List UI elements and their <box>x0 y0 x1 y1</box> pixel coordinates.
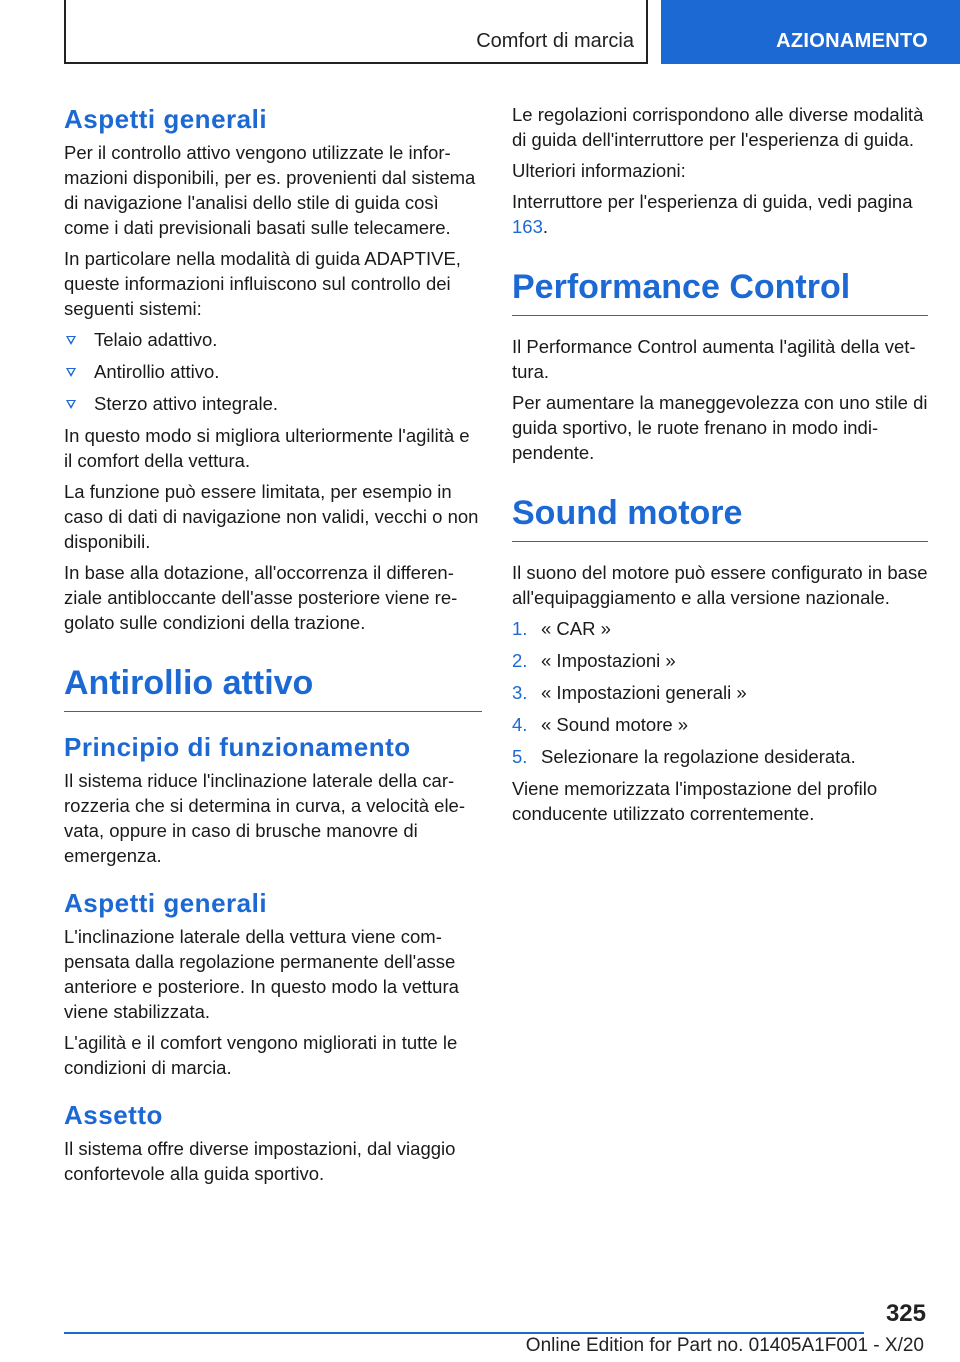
step-list <box>512 616 928 769</box>
bullet-list <box>64 327 482 416</box>
triangle-bullet-icon <box>66 368 76 377</box>
triangle-bullet-icon <box>66 400 76 409</box>
heading-assetto: Assetto <box>64 1100 163 1130</box>
section-title: Comfort di marcia <box>476 30 634 52</box>
paragraph: Il Performance Control aumenta l'agilità della vettura. <box>512 336 916 382</box>
list-item: 2. « Impostazioni » <box>512 650 676 671</box>
step-number: 5. <box>512 746 528 767</box>
right-column <box>512 102 928 832</box>
paragraph: Il sistema offre diverse impostazioni, dal viaggio confortevole alla guida sportivo. <box>64 1138 456 1184</box>
step-number: 4. <box>512 714 528 735</box>
list-item: 5. Selezionare la regolazione desiderata. <box>512 746 856 767</box>
page-number: 325 <box>885 1300 926 1327</box>
edition-footer: Online Edition for Part no. 01405A1F001 - X/20 <box>525 1335 924 1356</box>
chapter-title: AZIONAMENTO <box>776 30 928 52</box>
paragraph: Le regolazioni corrispondono alle diverse modalità di guida dell'interruttore per l'esperienza di guida. <box>512 104 924 150</box>
paragraph: In particolare nella modalità di guida ADAPTIVE, queste informazioni influiscono sul controllo dei seguenti sistemi: <box>64 248 461 319</box>
paragraph: L'inclinazione laterale della vettura viene compensata dalla regolazione permanente dell'asse anteriore e posteriore. In questo modo la vettura viene stabilizzata. <box>64 926 459 1022</box>
heading-principio: Principio di funzionamento <box>64 732 411 762</box>
step-number: 1. <box>512 618 528 639</box>
list-item: 3. « Impostazioni generali » <box>512 682 747 703</box>
heading-performance-control: Performance Control <box>512 267 928 316</box>
heading-aspetti-generali-2: Aspetti generali <box>64 888 268 918</box>
paragraph: Il sistema riduce l'inclinazione laterale della carrozzeria che si determina in curva, a velocità elevata, oppure in caso di brusche manovre di emergenza. <box>64 770 466 866</box>
page-link[interactable]: 163 <box>512 216 543 237</box>
footer-divider <box>64 1332 864 1334</box>
left-column <box>64 102 482 1192</box>
chapter-tab <box>661 0 960 64</box>
paragraph: Ulteriori informazioni: <box>512 160 686 181</box>
list-item: Sterzo attivo integrale. <box>64 391 482 416</box>
paragraph: L'agilità e il comfort vengono migliorati in tutte le condizioni di marcia. <box>64 1032 458 1078</box>
heading-aspetti-generali: Aspetti generali <box>64 104 268 134</box>
paragraph: In questo modo si migliora ulteriormente l'agilità e il comfort della vettura. <box>64 425 470 471</box>
section-tab <box>64 0 648 64</box>
page-header <box>0 0 960 66</box>
list-item: 1. « CAR » <box>512 618 611 639</box>
list-item: Antirollio attivo. <box>64 359 482 384</box>
paragraph: Per il controllo attivo vengono utilizzate le informazioni disponibili, per es. provenienti dal sistema di navigazione l'analisi dello stile di guida così come i dati previsionali basati sulle telecamere. <box>64 142 476 238</box>
triangle-bullet-icon <box>66 336 76 345</box>
paragraph: Viene memorizzata l'impostazione del profilo conducente utilizzato correntemente. <box>512 778 878 824</box>
paragraph: Il suono del motore può essere configurato in base all'equipaggiamento e alla versione nazionale. <box>512 562 928 608</box>
step-number: 2. <box>512 650 528 671</box>
heading-antirollio-attivo: Antirollio attivo <box>64 663 482 712</box>
paragraph: Per aumentare la maneggevolezza con uno stile di guida sportivo, le ruote frenano in modo indipendente. <box>512 392 928 463</box>
heading-sound-motore: Sound motore <box>512 493 928 542</box>
step-number: 3. <box>512 682 528 703</box>
list-item: Telaio adattivo. <box>64 327 482 352</box>
paragraph: In base alla dotazione, all'occorrenza il differenziale antibloccante dell'asse posteriore viene regolato sulle condizioni della trazione. <box>64 562 458 633</box>
paragraph: Interruttore per l'esperienza di guida, vedi pagina 163. <box>512 191 913 237</box>
paragraph: La funzione può essere limitata, per esempio in caso di dati di navigazione non validi, vecchi o non disponibili. <box>64 481 479 552</box>
list-item: 4. « Sound motore » <box>512 714 689 735</box>
